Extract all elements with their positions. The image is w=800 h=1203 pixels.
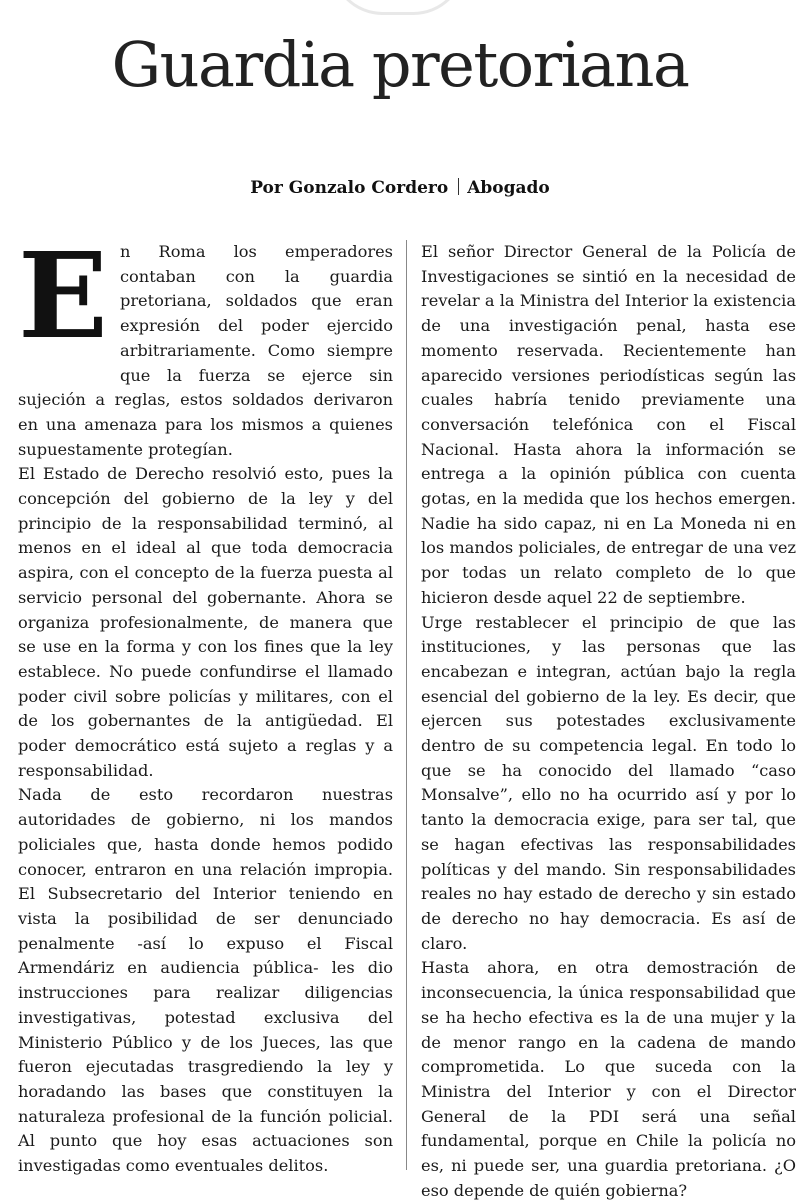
- paragraph-2: El Estado de Derecho resolvió esto, pues la concepción del gobierno de la ley y del principio de la responsabilidad terminó, al menos en el ideal al que toda democracia aspira, con el concepto de la fuerza puesta al servicio personal del gobernante. Ahora se organiza profesionalmente, de manera que se use en la forma y con los fines que la ley establece. No puede confundirse el llamado poder civil sobre policías y militares, con el de los gobernantes de la antigüedad. El poder democrático está sujeto a reglas y a responsabilidad.: [18, 464, 393, 780]
- column-divider: [406, 240, 407, 1170]
- byline: [0, 178, 800, 198]
- article-column-right: [421, 240, 796, 1203]
- byline-separator: [458, 178, 459, 195]
- paragraph-1: [18, 226, 393, 462]
- author-role: Abogado: [467, 178, 550, 198]
- section-badge: [330, 0, 466, 15]
- author-name: Por Gonzalo Cordero: [250, 178, 449, 198]
- paragraph-6: Hasta ahora, en otra demostración de inconsecuencia, la única responsabilidad que se ha hecho efectiva es la de una mujer y la de menor rango en la cadena de mando comprometida. Lo que suceda con la Ministra del Interior y con el Director General de la PDI será una señal fundamental, porque en Chile la policía no es, ni puede ser, una guardia pretoriana. ¿O eso depende de quién gobierna?: [421, 958, 796, 1200]
- drop-cap: E: [18, 226, 108, 365]
- paragraph-5: Urge restablecer el principio de que las instituciones, y las personas que las encabezan e integran, actúan bajo la regla esencial del gobierno de la ley. Es decir, que ejercen sus potestades exclusivamente dentro de su competencia legal. En todo lo que se ha conocido del llamado “caso Monsalve”, ello no ha ocurrido así y por lo tanto la democracia exige, para ser tal, que se hagan efectivas las responsabilidades políticas y del mando. Sin responsabilidades reales no hay estado de derecho y sin estado de derecho no hay democracia. Es así de claro.: [421, 612, 796, 953]
- paragraph-4: El señor Director General de la Policía de Investigaciones se sintió en la necesidad de revelar a la Ministra del Interior la existencia de una investigación penal, hasta ese momento reservada. Recientemente han aparecido versiones periodísticas según las cuales habría tenido previamente una conversación telefónica con el Fiscal Nacional. Hasta ahora la información se entrega a la opinión pública con cuenta gotas, en la medida que los hechos emergen. Nadie ha sido capaz, ni en La Moneda ni en los mandos policiales, de entregar de una vez por todas un relato completo de lo que hicieron desde aquel 22 de septiembre.: [421, 242, 796, 607]
- article-title: Guardia pretoriana: [111, 28, 689, 101]
- paragraph-1-text: n Roma los emperadores contaban con la guardia pretoriana, soldados que eran expresión del poder ejercido arbitrariamente. Como siempre que la fuerza se ejerce sin sujeción a reglas, estos soldados derivaron en una amenaza para los mismos a quienes supuestamente protegían.: [18, 242, 393, 459]
- paragraph-3: Nada de esto recordaron nuestras autoridades de gobierno, ni los mandos policiales que, hasta donde hemos podido conocer, entraron en una relación impropia. El Subsecretario del Interior teniendo en vista la posibilidad de ser denunciado penalmente -así lo expuso el Fiscal Armendáriz en audiencia pública- les dio instrucciones para realizar diligencias investigativas, potestad exclusiva del Ministerio Público y de los Jueces, las que fueron ejecutadas trasgrediendo la ley y horadando las bases que constituyen la naturaleza profesional de la función policial. Al punto que hoy esas actuaciones son investigadas como eventuales delitos.: [18, 785, 393, 1176]
- article-column-left: [18, 226, 393, 1179]
